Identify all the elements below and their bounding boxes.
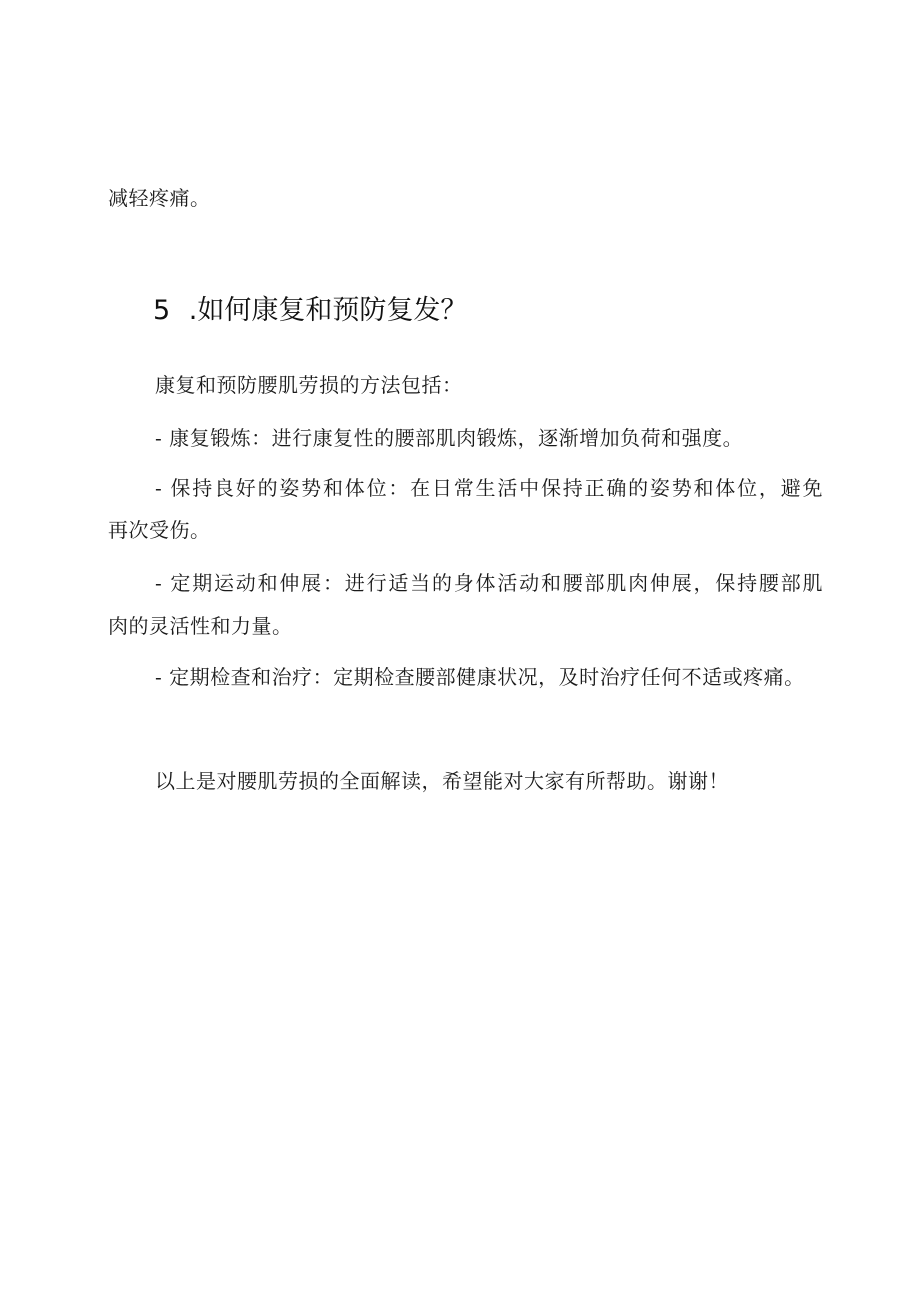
list-item-rehab-exercise: - 康复锻炼：进行康复性的腰部肌肉锻炼，逐渐增加负荷和强度。 — [155, 426, 744, 450]
section-title: .如何康复和预防复发？ — [188, 295, 468, 326]
list-item-exercise-line1: - 定期运动和伸展：进行适当的身体活动和腰部肌肉伸展，保持腰部肌 — [155, 571, 823, 595]
list-item-posture-line2: 再次受伤。 — [108, 518, 211, 542]
list-item-exercise-line2: 肉的灵活性和力量。 — [108, 614, 293, 638]
conclusion-paragraph: 以上是对腰肌劳损的全面解读，希望能对大家有所帮助。谢谢！ — [155, 769, 729, 793]
list-item-posture-line1: - 保持良好的姿势和体位：在日常生活中保持正确的姿势和体位，避免 — [155, 476, 823, 500]
intro-paragraph: 康复和预防腰肌劳损的方法包括： — [155, 373, 463, 397]
list-item-checkup: - 定期检查和治疗：定期检查腰部健康状况，及时治疗任何不适或疼痛。 — [155, 665, 805, 689]
section-heading — [153, 293, 467, 329]
section-number: 5 — [153, 295, 171, 326]
continuation-text: 减轻疼痛。 — [108, 186, 211, 210]
